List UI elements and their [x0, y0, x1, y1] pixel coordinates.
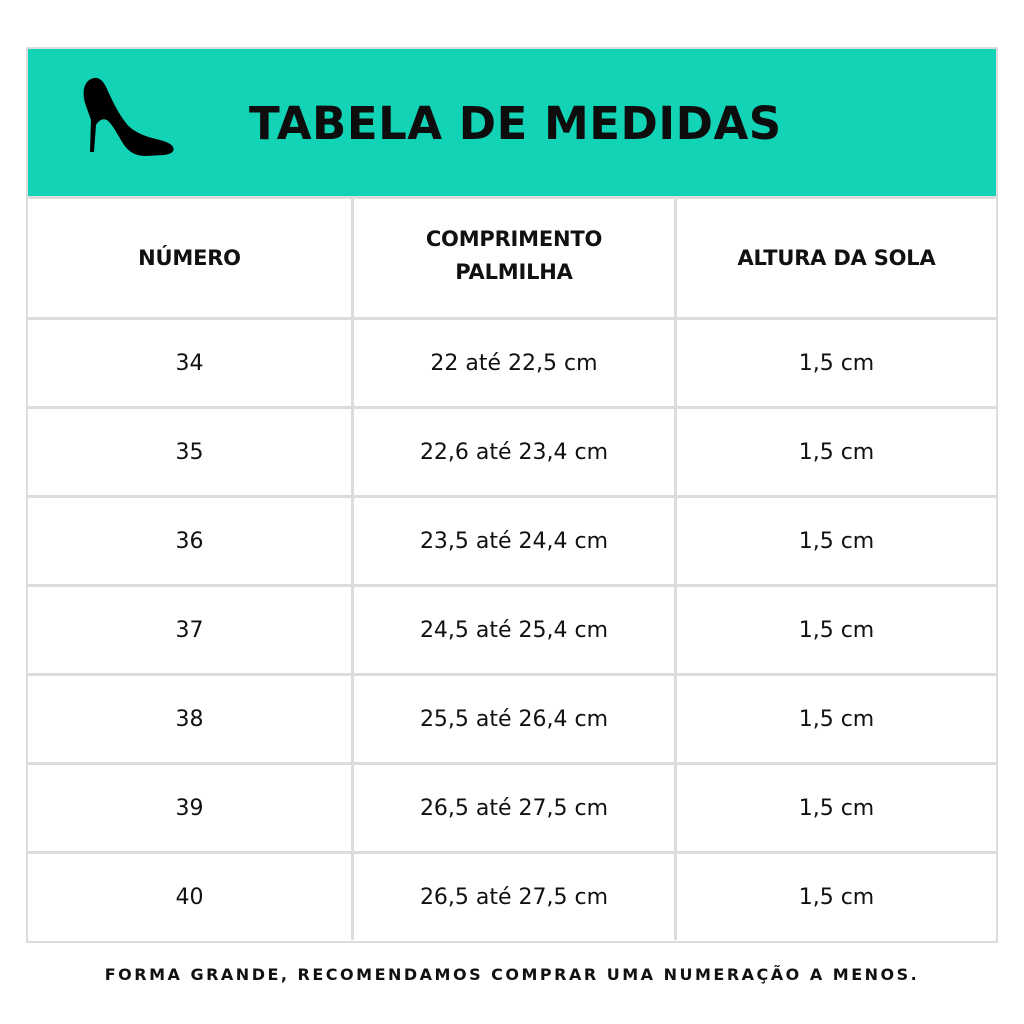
size-table: [28, 196, 996, 940]
sole-height-cell: 1,5 cm: [674, 320, 996, 406]
column-header-comprimento-palmilha: COMPRIMENTO PALMILHA: [351, 199, 674, 317]
insole-length-cell: 22,6 até 23,4 cm: [351, 409, 674, 495]
column-header-numero: NÚMERO: [138, 245, 241, 270]
sole-height-cell: 1,5 cm: [674, 587, 996, 673]
column-header-altura-da-sola: ALTURA DA SOLA: [674, 199, 996, 317]
sole-height-cell: 1,5 cm: [674, 676, 996, 762]
table-row: [28, 584, 996, 673]
size-number-cell: 35: [175, 439, 204, 465]
sole-height-cell: 1,5 cm: [674, 854, 996, 940]
high-heel-shoe-icon: [78, 76, 176, 162]
size-number-cell: 37: [175, 617, 204, 643]
sole-height-cell: 1,5 cm: [674, 765, 996, 851]
insole-length-cell: 26,5 até 27,5 cm: [351, 765, 674, 851]
sole-height-cell: 1,5 cm: [674, 498, 996, 584]
sole-height-cell: 1,5 cm: [674, 409, 996, 495]
footnote-recommendation: FORMA GRANDE, RECOMENDAMOS COMPRAR UMA NUMERAÇÃO A MENOS.: [104, 965, 920, 984]
insole-length-cell: 22 até 22,5 cm: [351, 320, 674, 406]
table-row: [28, 495, 996, 584]
size-number-cell: 39: [175, 795, 204, 821]
size-number-cell: 38: [175, 706, 204, 732]
insole-length-cell: 23,5 até 24,4 cm: [351, 498, 674, 584]
size-table-card: [26, 47, 998, 943]
table-row: [28, 317, 996, 406]
size-number-cell: 36: [175, 528, 204, 554]
table-row: [28, 851, 996, 940]
title-banner: [28, 49, 996, 196]
table-header-row: [28, 196, 996, 317]
page-title: TABELA DE MEDIDAS: [249, 97, 782, 150]
insole-length-cell: 24,5 até 25,4 cm: [351, 587, 674, 673]
insole-length-cell: 25,5 até 26,4 cm: [351, 676, 674, 762]
table-row: [28, 673, 996, 762]
table-row: [28, 406, 996, 495]
table-row: [28, 762, 996, 851]
insole-length-cell: 26,5 até 27,5 cm: [351, 854, 674, 940]
size-number-cell: 34: [175, 350, 204, 376]
size-number-cell: 40: [175, 884, 204, 910]
